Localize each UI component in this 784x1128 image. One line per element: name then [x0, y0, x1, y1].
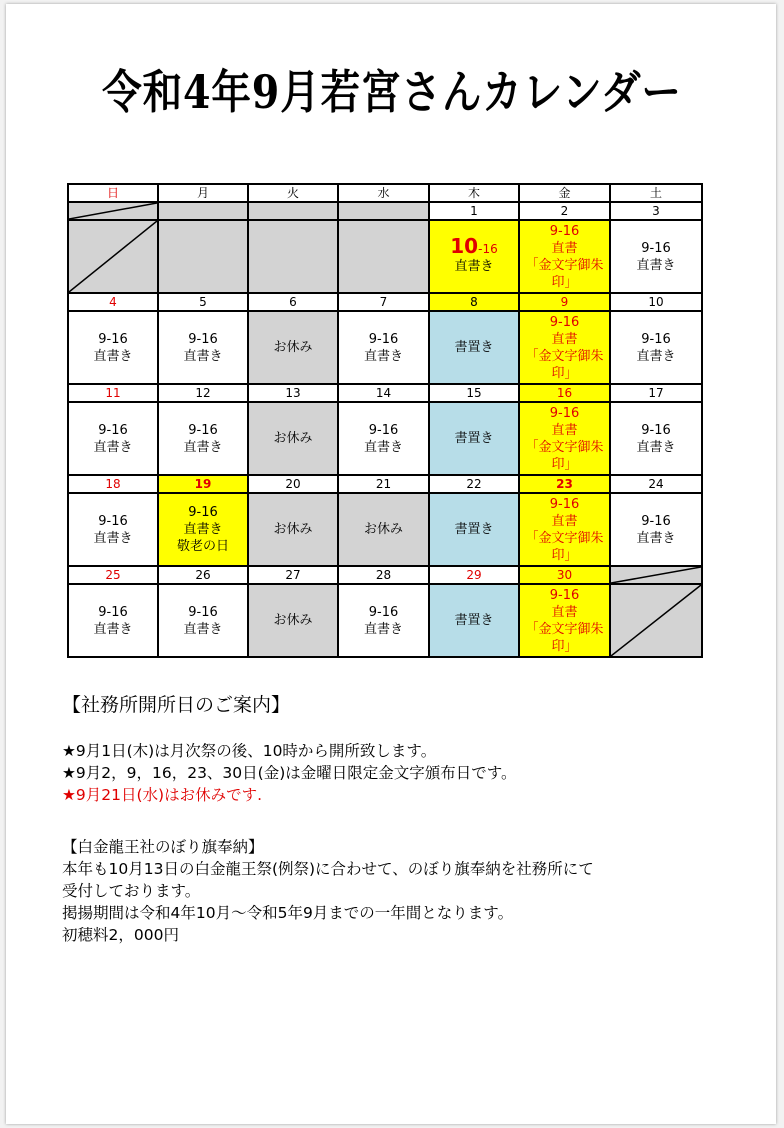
weekday-header-row [68, 184, 702, 202]
notice-heading: 【社務所開所日のご案内】 [62, 694, 291, 716]
weekday-sun: 日 [68, 184, 158, 202]
schedule-text: 印」 [551, 456, 578, 472]
schedule-text: 直書き [636, 257, 676, 273]
schedule-text: 印」 [551, 638, 578, 654]
day-cell-thu-1 [429, 220, 519, 293]
week3-body-row [68, 402, 702, 475]
notice-line: ★9月1日(木)は月次祭の後、10時から開所致します。 [62, 742, 437, 760]
day-cell [610, 402, 702, 475]
schedule-hours: 9-16 [368, 422, 399, 438]
day-cell-prewritten [429, 584, 519, 657]
day-cell-holiday [158, 493, 248, 566]
day-number: 24 [610, 475, 702, 493]
banner-section [62, 836, 742, 946]
day-number: 12 [158, 384, 248, 402]
day-cell [338, 311, 429, 384]
day-number: 13 [248, 384, 338, 402]
schedule-hours: 9-16 [368, 331, 399, 347]
week4-body-row [68, 493, 702, 566]
day-number: 9 [519, 293, 610, 311]
empty-day-cell [68, 202, 158, 220]
day-number: 19 [158, 475, 248, 493]
empty-day-cell [610, 584, 702, 657]
schedule-text: 「金文字御朱 [525, 348, 604, 364]
day-number: 26 [158, 566, 248, 584]
schedule-hours: 9-16 [98, 513, 128, 529]
schedule-hours: 9-16 [98, 331, 128, 347]
closed-text: お休み [273, 340, 313, 355]
notice-line-closed: ★9月21日(水)はお休みです. [62, 786, 263, 804]
week2-body-row [68, 311, 702, 384]
day-cell-gold [519, 402, 610, 475]
schedule-text: 「金文字御朱 [525, 439, 604, 455]
opening-hour: 10 [450, 234, 479, 258]
schedule-text: 直書 [551, 513, 578, 529]
empty-day-cell [338, 220, 429, 293]
calendar-table [67, 183, 703, 658]
day-cell-fri-2 [519, 220, 610, 293]
day-cell [158, 311, 248, 384]
day-cell [68, 584, 158, 657]
day-number: 8 [429, 293, 519, 311]
week4-number-row [68, 475, 702, 493]
day-number: 28 [338, 566, 429, 584]
schedule-text: 直書き [183, 348, 223, 364]
day-cell [68, 311, 158, 384]
notice-section [62, 740, 742, 806]
day-number: 21 [338, 475, 429, 493]
day-number: 23 [519, 475, 610, 493]
schedule-text: 直書き [363, 348, 403, 364]
day-cell-prewritten [429, 493, 519, 566]
schedule-text: 直書き [183, 522, 223, 537]
day-cell-prewritten [429, 311, 519, 384]
prewritten-text: 書置き [454, 522, 494, 537]
schedule-text: 直書き [93, 621, 133, 637]
day-cell [610, 311, 702, 384]
day-number: 20 [248, 475, 338, 493]
week2-number-row [68, 293, 702, 311]
schedule-text: 直書き [93, 348, 133, 364]
day-number: 1 [429, 202, 519, 220]
day-number: 15 [429, 384, 519, 402]
day-number: 5 [158, 293, 248, 311]
schedule-text: 直書き [183, 621, 223, 637]
banner-line: 掲揚期間は令和4年10月～令和5年9月までの一年間となります。 [62, 904, 514, 922]
closed-text: お休み [363, 522, 403, 537]
notice-line: ★9月2，9，16，23、30日(金)は金曜日限定金文字頒布日です。 [62, 764, 517, 782]
day-number: 14 [338, 384, 429, 402]
day-cell [68, 493, 158, 566]
day-cell-gold [519, 311, 610, 384]
schedule-text: 印」 [551, 547, 578, 563]
schedule-hours: 9-16 [368, 604, 399, 620]
banner-line: 受付しております。 [62, 882, 201, 900]
week1-body-row [68, 220, 702, 293]
schedule-hours: 9-16 [549, 587, 580, 603]
day-cell-gold [519, 584, 610, 657]
day-cell-closed [338, 493, 429, 566]
banner-line: 本年も10月13日の白金龍王祭(例祭)に合わせて、のぼり旗奉納を社務所にて [62, 860, 594, 878]
schedule-hours: 9-16 [188, 422, 218, 438]
banner-fee: 初穂料2，000円 [62, 926, 179, 944]
day-cell [338, 584, 429, 657]
day-cell-prewritten [429, 402, 519, 475]
day-cell-closed [248, 311, 338, 384]
day-number: 22 [429, 475, 519, 493]
schedule-text: 直書 [551, 331, 578, 347]
day-cell [158, 584, 248, 657]
schedule-hours: 9-16 [188, 331, 218, 347]
empty-day-cell [248, 202, 338, 220]
closed-text: お休み [273, 613, 313, 628]
schedule-text: 直書き [636, 348, 676, 364]
page-title: 令和4年9月若宮さんカレンダー [102, 65, 682, 119]
closed-text: お休み [273, 431, 313, 446]
schedule-text: 「金文字御朱 [525, 621, 604, 637]
weekday-sat: 土 [610, 184, 702, 202]
schedule-hours: 9-16 [549, 223, 580, 239]
empty-day-cell [248, 220, 338, 293]
day-number: 7 [338, 293, 429, 311]
schedule-hours: 9-16 [188, 505, 218, 520]
prewritten-text: 書置き [454, 613, 494, 628]
schedule-text: 直書き [636, 530, 676, 546]
day-number: 3 [610, 202, 702, 220]
schedule-text: 直書 [551, 604, 578, 620]
day-number: 29 [429, 566, 519, 584]
schedule-text: 直書き [93, 530, 133, 546]
day-cell-sat-3 [610, 220, 702, 293]
schedule-hours: 9-16 [549, 314, 580, 330]
schedule-text: 直書き [636, 439, 676, 455]
closing-hour: -16 [478, 242, 498, 256]
day-number: 27 [248, 566, 338, 584]
empty-day-cell [158, 220, 248, 293]
weekday-mon: 月 [158, 184, 248, 202]
schedule-text: 印」 [551, 365, 578, 381]
day-number: 17 [610, 384, 702, 402]
week1-number-row [68, 202, 702, 220]
week5-number-row [68, 566, 702, 584]
day-cell [610, 493, 702, 566]
day-number: 16 [519, 384, 610, 402]
day-cell-closed [248, 402, 338, 475]
prewritten-text: 書置き [454, 340, 494, 355]
day-number: 2 [519, 202, 610, 220]
schedule-hours: 9-16 [549, 405, 580, 421]
day-cell-closed [248, 584, 338, 657]
day-number: 4 [68, 293, 158, 311]
day-number: 25 [68, 566, 158, 584]
day-number: 18 [68, 475, 158, 493]
day-cell-gold [519, 493, 610, 566]
schedule-text: 直書き [363, 439, 403, 455]
week5-body-row [68, 584, 702, 657]
schedule-text: 直書き [363, 621, 403, 637]
schedule-hours: 9-16 [641, 240, 671, 256]
day-cell [158, 402, 248, 475]
schedule-hours: 9-16 [98, 422, 128, 438]
day-cell [338, 402, 429, 475]
prewritten-text: 書置き [454, 431, 494, 446]
schedule-hours: 9-16 [188, 604, 218, 620]
day-number: 6 [248, 293, 338, 311]
day-number: 10 [610, 293, 702, 311]
schedule-hours: 9-16 [98, 604, 128, 620]
empty-day-cell [68, 220, 158, 293]
empty-day-cell [158, 202, 248, 220]
schedule-hours: 9-16 [641, 513, 671, 529]
holiday-name: 敬老の日 [176, 539, 229, 554]
weekday-fri: 金 [519, 184, 610, 202]
closed-text: お休み [273, 522, 313, 537]
schedule-text: 「金文字御朱 [525, 530, 604, 546]
week3-number-row [68, 384, 702, 402]
weekday-thu: 木 [429, 184, 519, 202]
day-cell-closed [248, 493, 338, 566]
weekday-wed: 水 [338, 184, 429, 202]
schedule-text: 直書き [183, 439, 223, 455]
banner-heading: 【白金龍王社のぼり旗奉納】 [62, 838, 264, 856]
weekday-tue: 火 [248, 184, 338, 202]
schedule-hours: 9-16 [549, 496, 580, 512]
day-number: 30 [519, 566, 610, 584]
schedule-text: 印」 [551, 274, 578, 290]
schedule-text: 直書き [93, 439, 133, 455]
day-number: 11 [68, 384, 158, 402]
day-cell [68, 402, 158, 475]
schedule-hours: 9-16 [641, 422, 671, 438]
schedule-text: 「金文字御朱 [525, 257, 604, 273]
schedule-text: 直書き [454, 259, 494, 274]
empty-day-cell [610, 566, 702, 584]
schedule-text: 直書 [551, 240, 578, 256]
schedule-text: 直書 [551, 422, 578, 438]
schedule-hours: 9-16 [641, 331, 671, 347]
empty-day-cell [338, 202, 429, 220]
